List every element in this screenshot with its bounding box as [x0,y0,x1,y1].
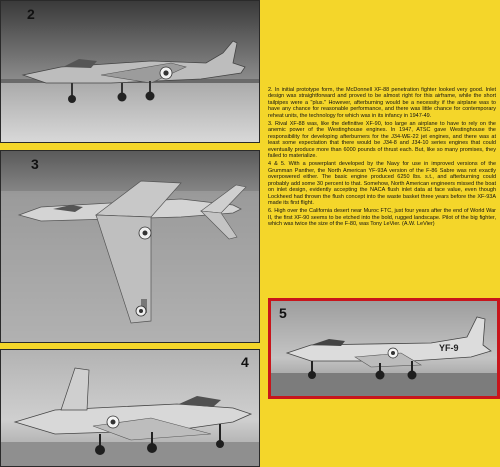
caption-3: 3. Rival XF-88 was, like the definitive XF-90, too large an airplane to have to rely on the anemic power of the Westinghouse engines. In 1947, ATSC gave Westinghouse the responsibility for developing afterburners for the J34-WE-22 jet engines, and there was at least some expectation that there would be J34-8 and J34-10 series engines that could eventually produce more than 6000 pounds of thrust each. But, like so many promises, they failed to materialize. [268,121,496,160]
photo-4-yf93a-ground [0,349,260,467]
photo-5-number: 5 [279,305,287,321]
photo-2-number: 2 [27,6,35,22]
photo-4-image [1,350,259,466]
caption-6: 6. High over the California desert near Muroc FTC, just four years after the end of World War II, the first XF-90 seems to be etched into the bold, rugged landscape. Pilot of the big fighter, which was twice the size of the F-80, was Tony LeVier. (A.W. LeVier) [268,208,496,228]
caption-4-5: 4 & 5. With a powerplant developed by the Navy for use in improved versions of the Grumman Panther, the North American YF-93A version of the F-86 Sabre was not exactly overpowered either. The basic engine produced 6250 lbs. s.t., and afterburning could probably add some 30 percent to that. Somehow, North American engineers missed the boat on inlet design, evidently accepting the NACA flush inlet data at face value, even though Lockheed had thrown the flush concept into the waste basket three years before the XF-93A made its first flight. [268,161,496,206]
photo-2-image [1,1,259,142]
photo-5-image [271,301,497,396]
caption-text-block [268,87,496,230]
caption-2: 2. In initial prototype form, the McDonnell XF-88 penetration fighter looked very good. Inlet design was straightforward and proved to be almost right for this airframe, while the short tailpipes were a "plus." However, afterburning would be a necessity if the airplane was to have any chance for reasonable performance, and there was little chance for contemporary reheat units, the technology for which was in its infancy in 1947-49. [268,87,496,119]
photo-3-number: 3 [31,156,39,172]
photo-3-image [1,151,259,342]
photo-3-xf88-top [0,150,260,343]
photo-5-tail-marking: YF-9 [439,343,459,353]
photo-4-number: 4 [241,354,249,370]
photo-2-xf88-ground [0,0,260,143]
photo-5-yf93a-side [268,298,500,399]
